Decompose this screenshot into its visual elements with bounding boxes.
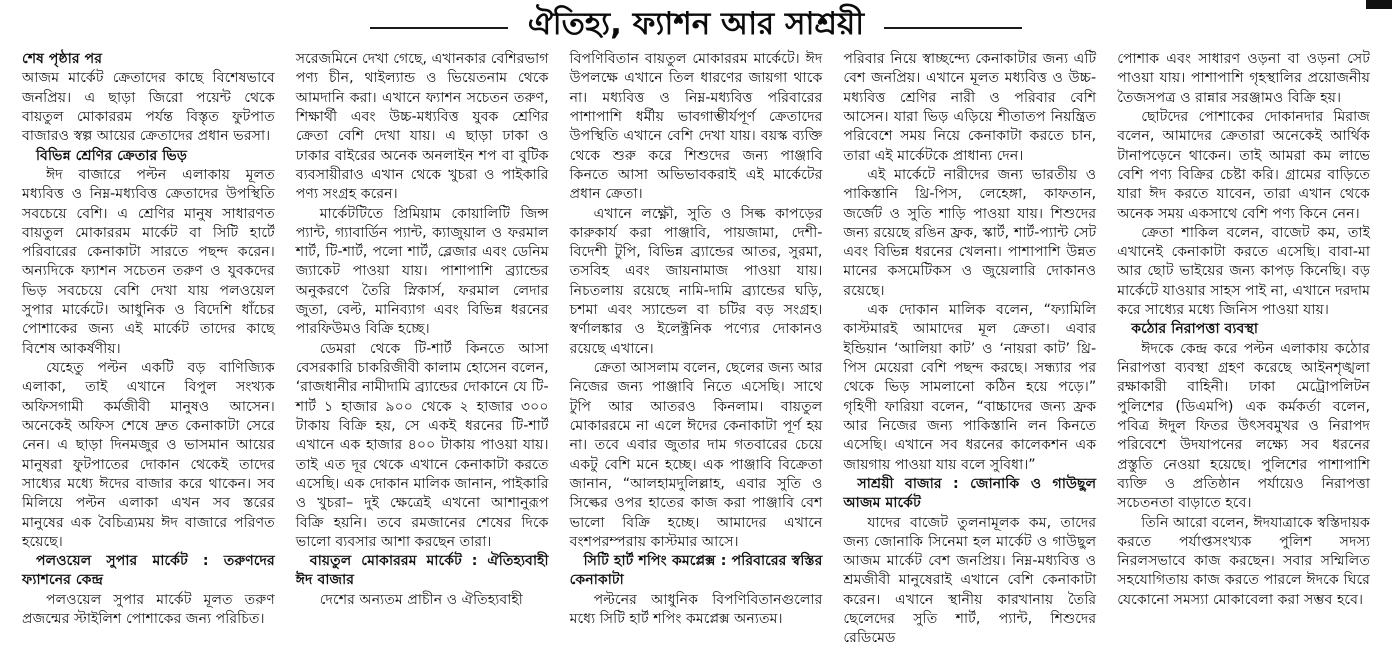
paragraph: পল্টনের আধুনিক বিপণিবিতানগুলোর মধ্যে সিটি হার্ট শপিং কমপ্লেক্স অন্যতম। bbox=[569, 591, 823, 628]
paragraph: পরিবার নিয়ে স্বাচ্ছন্দ্যে কেনাকাটার জন্য এটি বেশ জনপ্রিয়। এখানে মূলত মধ্যবিত্ত ও উচ্চ-মধ্যবিত্ত শ্রেণির নারী ও পরিবার বেশি আসেন। যারা ভিড় এড়িয়ে শীতাতপ নিয়ন্ত্রিত পরিবেশে সময় নিয়ে কেনাকাটা করতে চান, তারা এই মার্কেটকে প্রাধান্য দেন। bbox=[843, 51, 1097, 164]
paragraph: মার্কেটটিতে প্রিমিয়াম কোয়ালিটি জিন্স প্যান্ট, গ্যাবার্ডিন প্যান্ট, ক্যাজুয়াল ও ফরমাল শার্ট, টি-শার্ট, পলো শার্ট, ব্লেজার এবং ডেনিম জ্যাকেট পাওয়া যায়। পাশাপাশি ব্র্যান্ডের অনুকরণে তৈরি স্নিকার্স, ফরমাল লেদার জুতা, বেল্ট, মানিব্যাগ এবং বিভিন্ন ধরনের পারফিউমও বিক্রি হচ্ছে। bbox=[295, 205, 549, 338]
article-column-3 bbox=[570, 50, 823, 649]
section-subhead: বায়তুল মোকাররম মার্কেট : ঐতিহ্যবাহী ঈদ বাজার bbox=[295, 553, 549, 589]
paragraph: এখানে লক্ষ্ণৌ, সুতি ও সিল্ক কাপড়ের কারুকার্য করা পাঞ্জাবি, পায়জামা, দেশী-বিদেশী টুপি, বিভিন্ন ব্র্যান্ডের আতর, সুরমা, তসবিহ এবং জায়নামাজ পাওয়া যায়। নিচতলায় রয়েছে নামি-দামি ব্র্যান্ডের ঘড়ি, চশমা এবং স্যান্ডেল বা চটির বড় সংগ্রহ। স্বর্ণালঙ্কার ও ইলেক্ট্রনিক পণ্যের দোকানও রয়েছে এখানে। bbox=[569, 205, 823, 357]
paragraph: ঈদকে কেন্দ্র করে পল্টন এলাকায় কঠোর নিরাপত্তা ব্যবস্থা গ্রহণ করেছে আইনশৃঙ্খলা রক্ষাকারী বাহিনী। ঢাকা মেট্রোপলিটন পুলিশের (ডিএমপি) এক কর্মকর্তা বলেন, পবিত্র ঈদুল ফিতর উৎসবমুখর ও নিরাপদ পরিবেশে উদযাপনের লক্ষ্যে সব ধরনের প্রস্তুতি নেওয়া হয়েছে। পুলিশের পাশাপাশি ব্যক্তি ও প্রতিষ্ঠান পর্যায়েও নিরাপত্তা সচেতনতা বাড়াতে হবে। bbox=[1117, 340, 1370, 512]
paragraph: এক দোকান মালিক বলেন, “ফ্যামিলি কাস্টমারই আমাদের মূল ক্রেতা। এবার ইন্ডিয়ান ‘আলিয়া কাট’ ও ‘নায়রা কাট’ থ্রি-পিস মেয়েরা বেশি পছন্দ করছে। সন্ধ্যার পর থেকে ভিড় সামলানো কঠিন হয়ে পড়ে।” গৃহিণী ফারিয়া বলেন, “বাচ্চাদের জন্য ফ্রক আর নিজের জন্য পাকিস্তানি লন কিনতে এসেছি। এখানে সব ধরনের কালেকশন এক জায়গায় পাওয়া যায় বলে সুবিধা।” bbox=[843, 302, 1097, 473]
section-subhead: সাশ্রয়ী বাজার : জোনাকি ও গাউছুল আজম মার্কেট bbox=[843, 475, 1097, 512]
title-rule-right bbox=[884, 27, 1022, 29]
paragraph: যেহেতু পল্টন একটি বড় বাণিজ্যিক এলাকা, তাই এখানে বিপুল সংখ্যক অফিসগামী কর্মজীবী মানুষও আসেন। অনেকেই অফিস শেষে দ্রুত কেনাকাটা সেরে নেন। এ ছাড়া দিনমজুর ও ভাসমান আয়ের মানুষরা ফুটপাতের দোকান থেকেই তাদের সাধ্যের মধ্যে ঈদের বাজার করে থাকেন। সব মিলিয়ে পল্টন এলাকা এখন সব স্তরের মানুষের এক বৈচিত্র্যময় ঈদ বাজারে পরিণত হয়েছে। bbox=[22, 360, 275, 550]
article-masthead bbox=[0, 0, 1392, 45]
article-column-4 bbox=[843, 50, 1096, 649]
article-column-5 bbox=[1117, 50, 1370, 649]
paragraph: পোশাক এবং সাধারণ ওড়না বা ওড়না সেট পাওয়া যায়। পাশাপাশি গৃহস্থালির প্রয়োজনীয় তৈজসপত্র ও রান্নার সরঞ্জামও বিক্রি হয়। bbox=[1117, 51, 1370, 106]
page-corner-mark bbox=[1366, 0, 1392, 9]
paragraph: সরেজমিনে দেখা গেছে, এখানকার বেশিরভাগ পণ্য চীন, থাইল্যান্ড ও ভিয়েতনাম থেকে আমদানি করা। এখানে ফ্যাশন সচেতন তরুণ, শিক্ষার্থী এবং উচ্চ-মধ্যবিত্ত যুবক শ্রেণির ক্রেতা বেশি দেখা যায়। এ ছাড়া ঢাকা ও ঢাকার বাইরের অনেক অনলাইন শপ বা বুটিক ব্যবসায়ীরাও এখান থেকে খুচরা ও পাইকারি পণ্য সংগ্রহ করেন। bbox=[295, 51, 549, 203]
section-subhead: সিটি হার্ট শপিং কমপ্লেক্স : পরিবারের স্বস্তির কেনাকাটা bbox=[569, 553, 823, 589]
paragraph: ছোটদের পোশাকের দোকানদার মিরাজ বলেন, আমাদের ক্রেতারা অনেকেই আর্থিক টানাপড়েনে থাকেন। তাই আমরা কম লাভে বেশি পণ্য বিক্রির চেষ্টা করি। গ্রামের বাড়িতে যারা ঈদ করতে যাবেন, তারা এখান থেকে অনেক সময় একসাথে বেশি পণ্য কিনে নেন। bbox=[1117, 108, 1370, 222]
article-body bbox=[0, 45, 1392, 649]
paragraph: তিনি আরো বলেন, ঈদযাত্রাকে স্বস্তিদায়ক করতে পর্যাপ্তসংখ্যক পুলিশ সদস্য নিরলসভাবে কাজ করছেন। সবার সম্মিলিত সহযোগিতায় কাজ করতে পারলে ঈদকে ঘিরে যেকোনো সমস্যা মোকাবেলা করা সম্ভব হবে। bbox=[1117, 514, 1370, 608]
paragraph: যাদের বাজেট তুলনামূলক কম, তাদের জন্য জোনাকি সিনেমা হল মার্কেট ও গাউছুল আজম মার্কেট বেশ জনপ্রিয়। নিম্ন-মধ্যবিত্ত ও শ্রমজীবী মানুষেরাই এখানে বেশি কেনাকাটা করেন। এখানে স্থানীয় কারখানায় তৈরি ছেলেদের সুতি শার্ট, প্যান্ট, শিশুদের রেডিমেড bbox=[843, 514, 1097, 647]
section-subhead: বিভিন্ন শ্রেণির ক্রেতার ভিড় bbox=[36, 147, 187, 164]
paragraph: আজম মার্কেট ক্রেতাদের কাছে বিশেষভাবে জনপ্রিয়। এ ছাড়া জিরো পয়েন্ট থেকে বায়তুল মোকাররম পর্যন্ত বিস্তৃত ফুটপাত বাজারও স্বল্প আয়ের ক্রেতাদের প্রধান ভরসা। bbox=[22, 70, 275, 145]
section-subhead: পলওয়েল সুপার মার্কেট : তরুণদের ফ্যাশনের কেন্দ্র bbox=[22, 553, 275, 589]
article-column-2 bbox=[296, 50, 549, 649]
title-rule-left bbox=[370, 27, 508, 29]
article-title: ঐতিহ্য, ফ্যাশন আর সাশ্রয়ী bbox=[527, 6, 865, 42]
continued-from-last-page-label: শেষ পৃষ্ঠার পর bbox=[22, 51, 103, 67]
paragraph: ঈদ বাজারে পল্টন এলাকায় মূলত মধ্যবিত্ত ও নিম্ন-মধ্যবিত্ত ক্রেতাদের উপস্থিতি সবচেয়ে বেশি। এ শ্রেণির মানুষ সাধারণত বায়তুল মোকাররম মার্কেট বা সিটি হার্টে পরিবারের কেনাকাটা সারতে পছন্দ করেন। অন্যদিকে ফ্যাশন সচেতন তরুণ ও যুবকদের ভিড় সবচেয়ে বেশি দেখা যায় পলওয়েল সুপার মার্কেটে। আধুনিক ও বিদেশি ধাঁচের পোশাকের জন্য এই মার্কেট তাদের কাছে বিশেষ আকর্ষণীয়। bbox=[22, 166, 275, 357]
paragraph: বিপণিবিতান বায়তুল মোকাররম মার্কেটে। ঈদ উপলক্ষে এখানে তিল ধারণের জায়গা থাকে না। মধ্যবিত্ত ও নিম্ন-মধ্যবিত্ত পরিবারের পাশাপাশি ধর্মীয় ভাবগাম্ভীর্যপূর্ণ ক্রেতাদের উপস্থিতি এখানে বেশি দেখা যায়। বয়স্ক ব্যক্তি থেকে শুরু করে শিশুদের জন্য পাঞ্জাবি কিনতে আসা অভিভাবকরাই এই মার্কেটের প্রধান ক্রেতা। bbox=[569, 51, 823, 203]
paragraph: দেশের অন্যতম প্রাচীন ও ঐতিহ্যবাহী bbox=[319, 591, 523, 608]
paragraph: পলওয়েল সুপার মার্কেট মূলত তরুণ প্রজন্মের স্টাইলিশ পোশাকের জন্য পরিচিত। bbox=[22, 591, 275, 628]
section-subhead: কঠোর নিরাপত্তা ব্যবস্থা bbox=[1131, 321, 1258, 338]
paragraph: ক্রেতা আসলাম বলেন, ছেলের জন্য আর নিজের জন্য পাঞ্জাবি নিতে এসেছি। সাথে টুপি আর আতরও কিনলাম। বায়তুল মোকাররমে না এলে ঈদের কেনাকাটা পূর্ণ হয় না। তবে এবার জুতার দাম গতবারের চেয়ে একটু বেশি মনে হচ্ছে। এক পাঞ্জাবি বিক্রেতা জানান, “আলহামদুলিল্লাহ, এবার সুতি ও সিল্কের ওপর হাতের কাজ করা পাঞ্জাবি বেশ ভালো বিক্রি হচ্ছে। আমাদের এখানে বংশপরম্পরায় কাস্টমার আসে। bbox=[569, 360, 823, 550]
paragraph: ডেমরা থেকে টি-শার্ট কিনতে আসা বেসরকারি চাকরিজীবী কালাম হোসেন বলেন, ‘রাজধানীর নামীদামি ব্র্যান্ডের দোকানে যে টি-শার্ট ১ হাজার ৯০০ থেকে ২ হাজার ৩০০ টাকায় বিক্রি হয়, সে একই ধরনের টি-শার্ট এখানে এক হাজার ৪০০ টাকায় পাওয়া যায়। তাই এত দূর থেকে এখানে কেনাকাটা করতে এসেছি। এক দোকান মালিক জানান, পাইকারি ও খুচরা– দুই ক্ষেত্রেই এখনো আশানুরূপ বিক্রি হয়নি। তবে রমজানের শেষের দিকে ভালো ব্যবসার আশা করছেন তারা। bbox=[295, 340, 549, 550]
paragraph: ক্রেতা শাকিল বলেন, বাজেট কম, তাই এখানেই কেনাকাটা করতে এসেছি। বাবা-মা আর ছোট ভাইয়ের জন্য কাপড় কিনেছি। বড় মার্কেটে যাওয়ার সাহস পাই না, এখানে দরদাম করে সাধ্যের মধ্যে জিনিস পাওয়া যায়। bbox=[1117, 224, 1370, 319]
paragraph: এই মার্কেটে নারীদের জন্য ভারতীয় ও পাকিস্তানি থ্রি-পিস, লেহেঙ্গা, কাফতান, জর্জেট ও সুতি শাড়ি পাওয়া যায়। শিশুদের জন্য রয়েছে রঙিন ফ্রক, স্কার্ট, শার্ট-প্যান্ট সেট এবং বিভিন্ন ধরনের খেলনা। পাশাপাশি উন্নত মানের কসমেটিকস ও জুয়েলারি দোকানও রয়েছে। bbox=[843, 166, 1097, 299]
article-column-1 bbox=[22, 50, 275, 649]
